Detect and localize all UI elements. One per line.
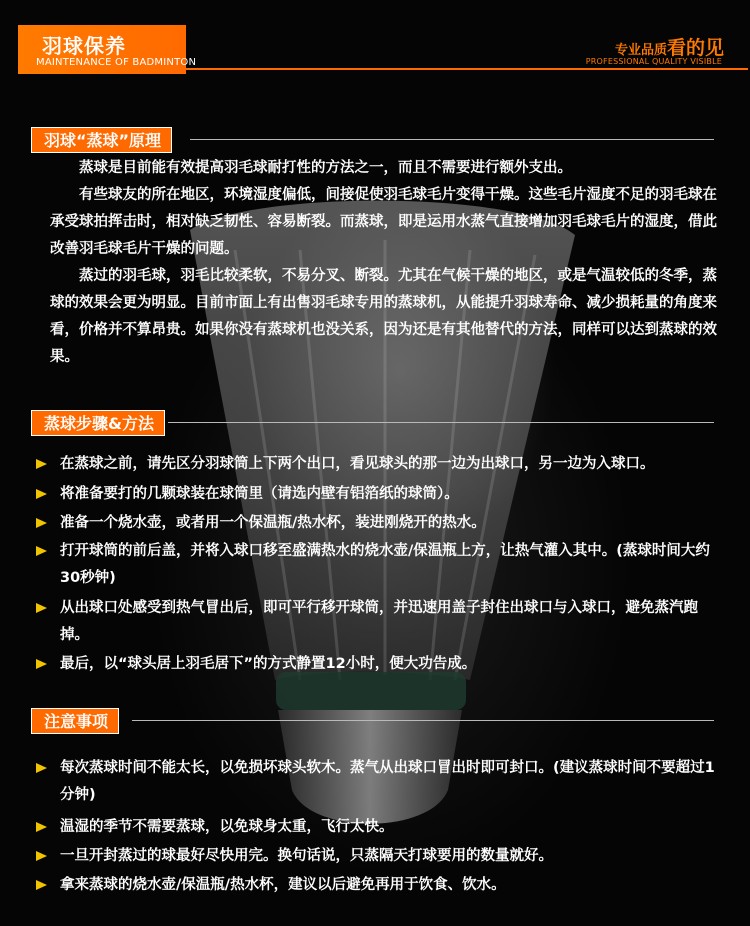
list-item: 将准备要打的几颗球装在球筒里（请选内壁有铝箔纸的球筒）。 — [36, 481, 726, 508]
list-item: 打开球筒的前后盖，并将入球口移至盛满热水的烧水壶/保温瓶上方，让热气灌入其中。(蒸球时间大约30秒钟) — [36, 538, 726, 592]
section-divider — [168, 422, 714, 423]
tagline-small: 专业品质 — [614, 43, 667, 58]
list-item: 一旦开封蒸过的球最好尽快用完。换句话说，只蒸隔天打球要用的数量就好。 — [36, 843, 726, 870]
bullet-triangle-icon — [36, 822, 47, 832]
bullet-triangle-icon — [36, 659, 47, 669]
bullet-triangle-icon — [36, 459, 47, 469]
bullet-triangle-icon — [36, 851, 47, 861]
tagline-big: 看的见 — [666, 37, 724, 59]
page-title: 羽球保养 — [42, 34, 126, 58]
tagline-english: PROFESSIONAL QUALITY VISIBLE — [585, 57, 722, 66]
bullet-triangle-icon — [36, 489, 47, 499]
list-item: 准备一个烧水壶，或者用一个保温瓶/热水杯，装进刚烧开的热水。 — [36, 510, 726, 537]
bullet-triangle-icon — [36, 518, 47, 528]
section-heading-principle: 羽球“蒸球”原理 — [31, 127, 172, 153]
list-item: 最后，以“球头居上羽毛居下”的方式静置12小时，便大功告成。 — [36, 651, 726, 678]
list-item: 拿来蒸球的烧水壶/保温瓶/热水杯，建议以后避免再用于饮食、饮水。 — [36, 872, 726, 899]
bullet-triangle-icon — [36, 546, 47, 556]
list-item: 温湿的季节不需要蒸球，以免球身太重，飞行太快。 — [36, 814, 726, 841]
list-item: 从出球口处感受到热气冒出后，即可平行移开球筒，并迅速用盖子封住出球口与入球口，避免蒸汽跑掉。 — [36, 595, 726, 649]
section-heading-notes: 注意事项 — [31, 708, 119, 734]
paragraph: 蒸球是目前能有效提高羽毛球耐打性的方法之一，而且不需要进行额外支出。 — [79, 160, 572, 176]
header-divider — [186, 68, 748, 70]
quality-tagline — [615, 33, 724, 60]
list-item: 每次蒸球时间不能太长，以免损坏球头软木。蒸气从出球口冒出时即可封口。(建议蒸球时间不要超过1分钟) — [36, 755, 726, 809]
list-item: 在蒸球之前，请先区分羽球筒上下两个出口，看见球头的那一边为出球口，另一边为入球口。 — [36, 451, 726, 478]
bullet-triangle-icon — [36, 763, 47, 773]
section-heading-steps: 蒸球步骤&方法 — [31, 410, 165, 436]
section-divider — [190, 139, 714, 140]
page-subtitle: MAINTENANCE OF BADMINTON — [36, 57, 197, 68]
paragraph: 蒸过的羽毛球，羽毛比较柔软，不易分叉、断裂。尤其在气候干燥的地区，或是气温较低的冬季，蒸球的效果会更为明显。目前市面上有出售羽毛球专用的蒸球机，从能提升羽球寿命、减少损耗量的角度来看，价格并不算昂贵。如果你没有蒸球机也没关系，因为还是有其他替代的方法，同样可以达到蒸球的效果。 — [50, 268, 717, 365]
section-divider — [132, 720, 714, 721]
paragraph: 有些球友的所在地区，环境湿度偏低，间接促使羽毛球毛片变得干燥。这些毛片湿度不足的羽毛球在承受球拍挥击时，相对缺乏韧性、容易断裂。而蒸球，即是运用水蒸气直接增加羽毛球毛片的湿度，借此改善羽毛球毛片干燥的问题。 — [50, 187, 717, 257]
bullet-triangle-icon — [36, 603, 47, 613]
bullet-triangle-icon — [36, 880, 47, 890]
